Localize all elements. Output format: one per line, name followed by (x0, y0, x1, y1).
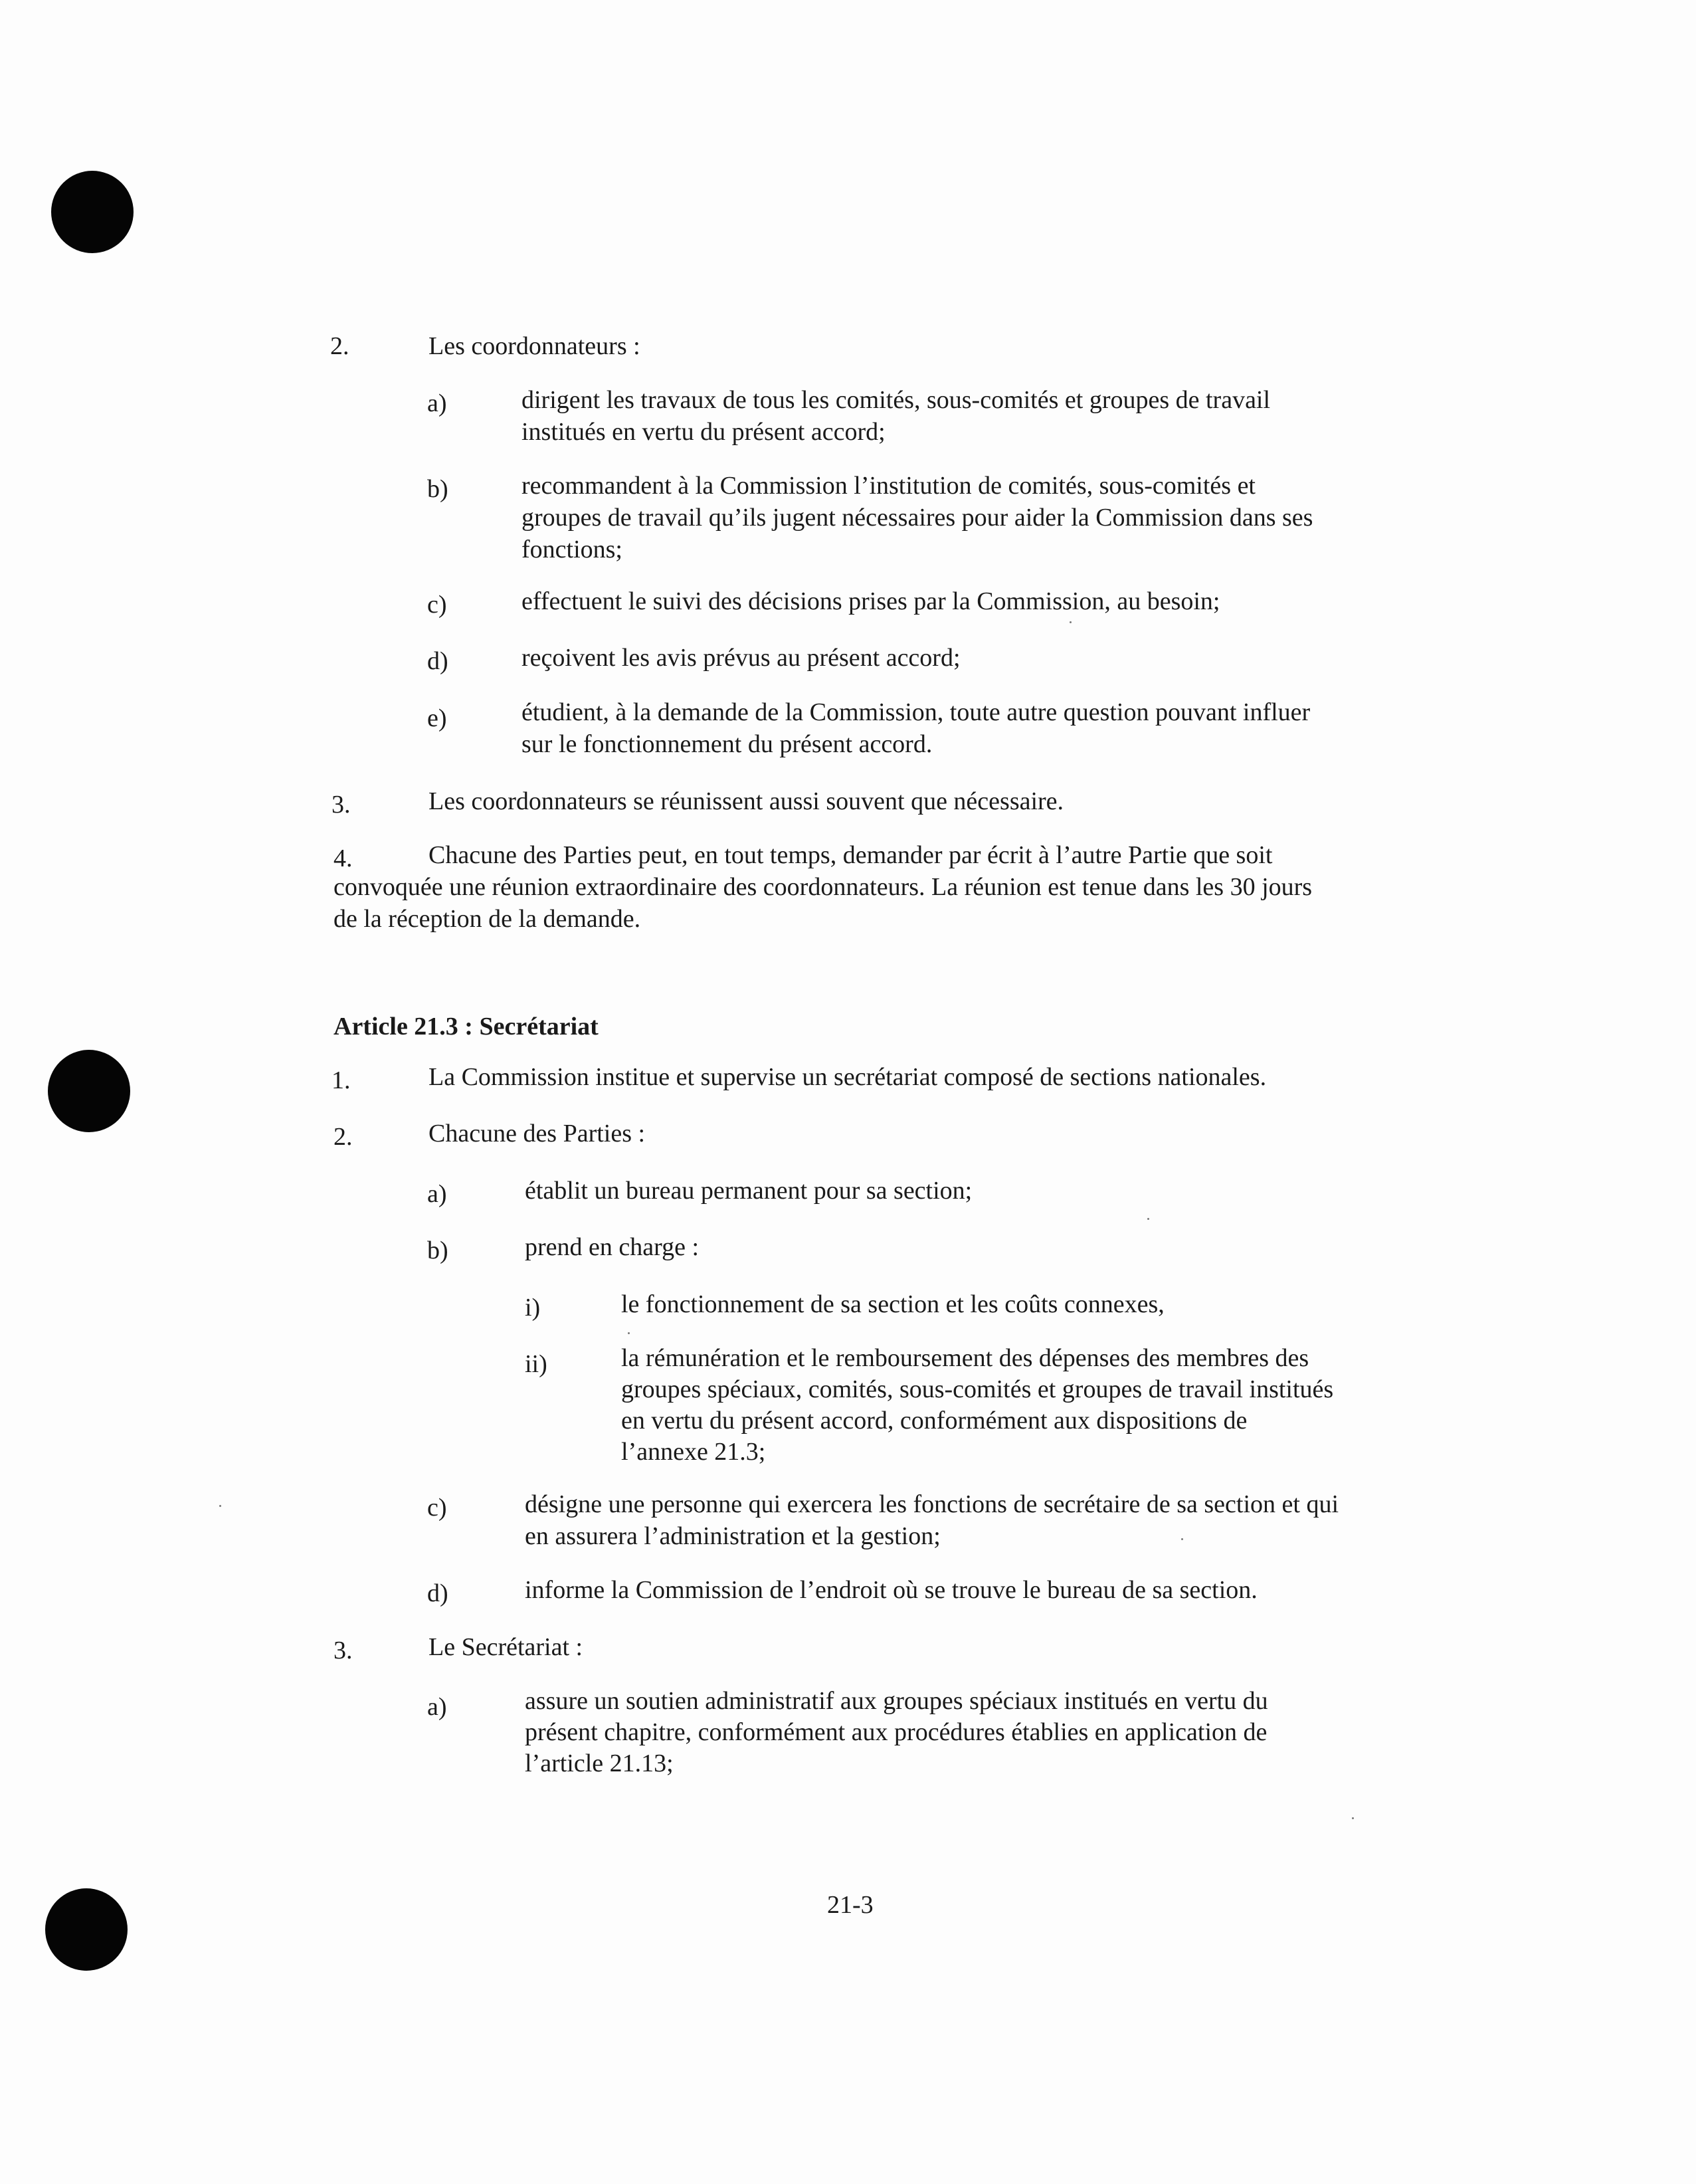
paragraph-number: 4. (333, 844, 353, 872)
item-text: informe la Commission de l’endroit où se trouve le bureau de sa section. (525, 1576, 1258, 1604)
item-text: présent chapitre, conformément aux procédures établies en application de (525, 1718, 1268, 1746)
item-text: dirigent les travaux de tous les comités, sous-comités et groupes de travail (521, 386, 1271, 414)
item-marker: b) (427, 1237, 448, 1264)
subitem-marker: i) (525, 1294, 541, 1322)
item-text: désigne une personne qui exercera les fonctions de secrétaire de sa section et qui (525, 1490, 1339, 1518)
paragraph-text: convoquée une réunion extraordinaire des coordonnateurs. La réunion est tenue dans les 30 jours (333, 873, 1313, 901)
paragraph-number: 3. (333, 1637, 353, 1664)
item-text: assure un soutien administratif aux groupes spéciaux institués en vertu du (525, 1687, 1268, 1715)
item-text: recommandent à la Commission l’institution de comités, sous-comités et (521, 472, 1256, 500)
subitem-text: la rémunération et le remboursement des dépenses des membres des (621, 1344, 1309, 1372)
item-marker: c) (427, 1494, 447, 1522)
item-text: en assurera l’administration et la gestion; (525, 1522, 941, 1550)
paragraph-number: 1. (331, 1066, 351, 1094)
scan-speck (1352, 1817, 1354, 1819)
item-text: sur le fonctionnement du présent accord. (521, 730, 933, 758)
paragraph-number: 3. (331, 791, 351, 819)
article-heading: Article 21.3 : Secrétariat (333, 1013, 599, 1041)
item-marker: a) (427, 1180, 447, 1208)
paragraph-number: 2. (333, 1123, 353, 1151)
paragraph-intro: Le Secrétariat : (428, 1633, 583, 1661)
item-text: étudient, à la demande de la Commission, toute autre question pouvant influer (521, 698, 1311, 726)
item-marker: e) (427, 704, 447, 732)
item-text: institués en vertu du présent accord; (521, 418, 886, 446)
paragraph-text: La Commission institue et supervise un secrétariat composé de sections nationales. (428, 1063, 1267, 1091)
scan-speck (219, 1505, 221, 1507)
item-marker: a) (427, 389, 447, 417)
subitem-text: groupes spéciaux, comités, sous-comités et groupes de travail institués (621, 1375, 1334, 1403)
page-number: 21-3 (827, 1891, 874, 1919)
scan-speck (1147, 1218, 1149, 1220)
item-text: établit un bureau permanent pour sa section; (525, 1177, 973, 1205)
item-marker: a) (427, 1693, 447, 1721)
subitem-text: en vertu du présent accord, conformément aux dispositions de (621, 1407, 1248, 1435)
subitem-marker: ii) (525, 1350, 547, 1378)
item-text: fonctions; (521, 536, 622, 563)
scan-speck (1181, 1538, 1183, 1540)
punch-hole-top (51, 171, 134, 253)
scan-speck (628, 1332, 630, 1334)
punch-hole-middle (48, 1050, 130, 1132)
item-marker: d) (427, 647, 448, 675)
scan-speck (1070, 621, 1072, 623)
item-text: l’article 21.13; (525, 1749, 674, 1777)
item-text: prend en charge : (525, 1233, 700, 1261)
item-marker: b) (427, 475, 448, 503)
item-text: effectuent le suivi des décisions prises par la Commission, au besoin; (521, 587, 1220, 615)
subitem-text: le fonctionnement de sa section et les coûts connexes, (621, 1290, 1165, 1318)
punch-hole-bottom (45, 1888, 128, 1971)
item-marker: d) (427, 1579, 448, 1607)
paragraph-text: Les coordonnateurs se réunissent aussi souvent que nécessaire. (428, 787, 1064, 815)
paragraph-number: 2. (330, 332, 349, 360)
item-text: groupes de travail qu’ils jugent nécessaires pour aider la Commission dans ses (521, 504, 1313, 532)
paragraph-intro: Les coordonnateurs : (428, 332, 640, 360)
paragraph-text: de la réception de la demande. (333, 905, 641, 933)
paragraph-intro: Chacune des Parties : (428, 1120, 646, 1147)
subitem-text: l’annexe 21.3; (621, 1438, 766, 1466)
item-marker: c) (427, 591, 447, 619)
item-text: reçoivent les avis prévus au présent accord; (521, 644, 961, 672)
paragraph-text: Chacune des Parties peut, en tout temps, demander par écrit à l’autre Partie que soit (428, 841, 1273, 869)
